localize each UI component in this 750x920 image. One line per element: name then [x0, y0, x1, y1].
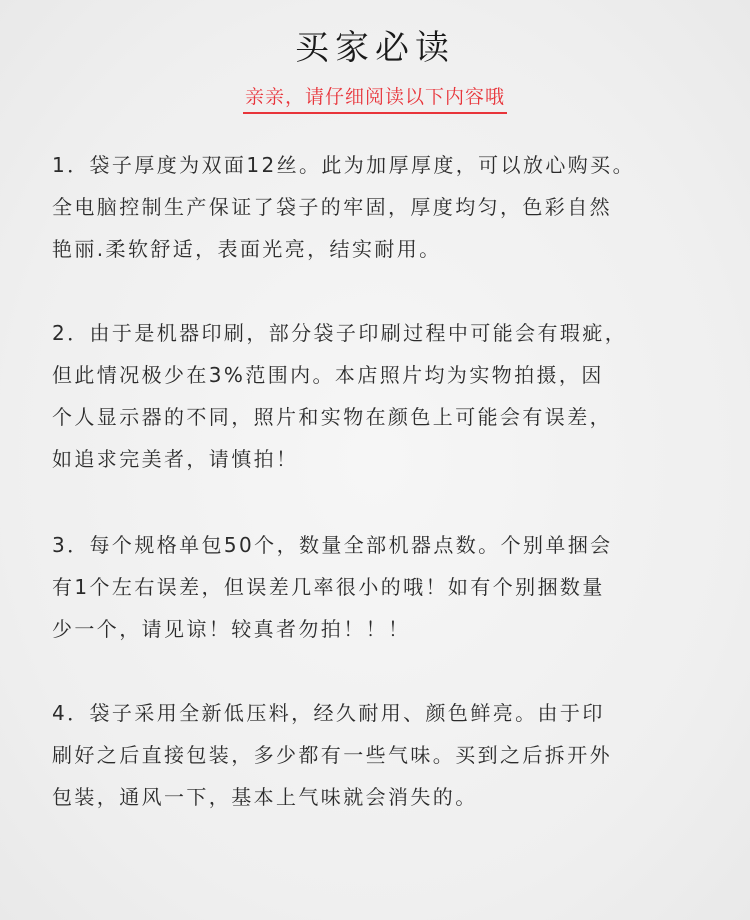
section-line: 个人显示器的不同，照片和实物在颜色上可能会有误差， — [52, 405, 612, 429]
notice-section-3 — [52, 524, 712, 650]
section-line: 艳丽.柔软舒适，表面光亮，结实耐用。 — [52, 237, 442, 261]
section-line: 有1个左右误差，但误差几率很小的哦！如有个别捆数量 — [52, 575, 605, 599]
notice-section-1 — [52, 144, 712, 270]
section-line: 但此情况极少在3%范围内。本店照片均为实物拍摄，因 — [52, 363, 604, 387]
notice-section-2 — [52, 312, 712, 480]
section-line: 少一个，请见谅！较真者勿拍！！！ — [52, 617, 411, 641]
section-line: 1．袋子厚度为双面12丝。此为加厚厚度，可以放心购买。 — [52, 153, 635, 177]
notice-section-4 — [52, 692, 712, 818]
section-line: 2．由于是机器印刷，部分袋子印刷过程中可能会有瑕疵， — [52, 321, 628, 345]
section-line: 3．每个规格单包50个，数量全部机器点数。个别单捆会 — [52, 533, 613, 557]
page-subtitle: 亲亲，请仔细阅读以下内容哦 — [243, 84, 507, 114]
subtitle-container — [0, 84, 750, 114]
section-line: 全电脑控制生产保证了袋子的牢固，厚度均匀，色彩自然 — [52, 195, 612, 219]
section-line: 4．袋子采用全新低压料，经久耐用、颜色鲜亮。由于印 — [52, 701, 605, 725]
section-line: 如追求完美者，请慎拍！ — [52, 447, 299, 471]
section-line: 包装，通风一下，基本上气味就会消失的。 — [52, 785, 478, 809]
page-title: 买家必读 — [295, 28, 455, 68]
section-line: 刷好之后直接包装，多少都有一些气味。买到之后拆开外 — [52, 743, 612, 767]
